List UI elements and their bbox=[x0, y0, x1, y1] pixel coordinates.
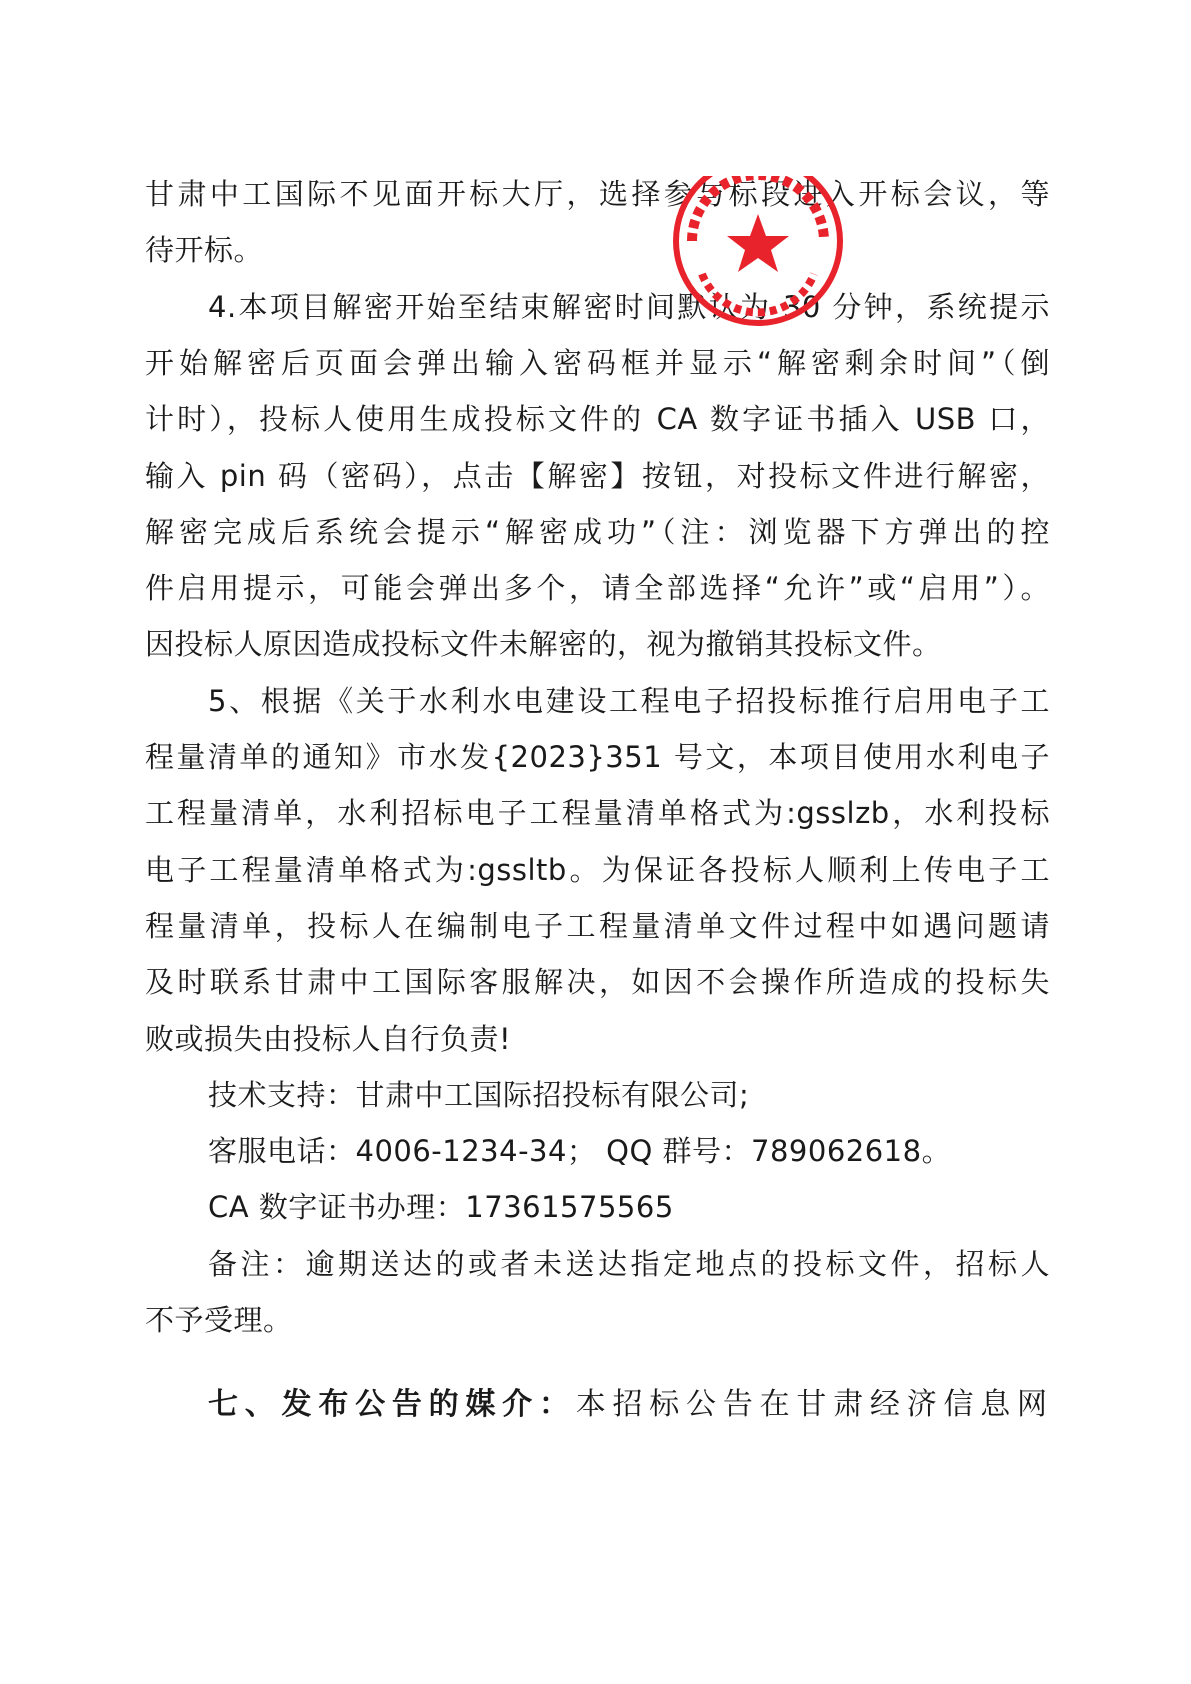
text-line: 客服电话：4006-1234-34； QQ 群号：789062618。 bbox=[208, 1134, 952, 1168]
text-line: 件启用提示，可能会弹出多个，请全部选择“允许”或“启用”）。 bbox=[145, 571, 1050, 605]
text-line: 4.本项目解密开始至结束解密时间默认为 30 分钟，系统提示 bbox=[208, 290, 1050, 324]
text-line: 技术支持：甘肃中工国际招投标有限公司; bbox=[208, 1078, 750, 1112]
text-line: 5、根据《关于水利水电建设工程电子招投标推行启用电子工 bbox=[208, 684, 1050, 718]
text-line: 开始解密后页面会弹出输入密码框并显示“解密剩余时间”（倒 bbox=[145, 346, 1050, 380]
text-line: 计时），投标人使用生成投标文件的 CA 数字证书插入 USB 口， bbox=[145, 402, 1050, 436]
text-line: 电子工程量清单格式为:gssltb。为保证各投标人顺利上传电子工 bbox=[145, 853, 1050, 887]
text-line: 程量清单的通知》市水发{2023}351 号文，本项目使用水利电子 bbox=[145, 740, 1050, 774]
text-line: 败或损失由投标人自行负责! bbox=[145, 1022, 512, 1056]
red-star-seal-icon bbox=[658, 176, 844, 336]
text-line: 备注：逾期送达的或者未送达指定地点的投标文件，招标人 bbox=[208, 1247, 1050, 1281]
text-line: 工程量清单，水利招标电子工程量清单格式为:gsslzb，水利投标 bbox=[145, 796, 1050, 830]
text-line: 输入 pin 码（密码），点击【解密】按钮，对投标文件进行解密， bbox=[145, 459, 1050, 493]
text-line: 甘肃中工国际不见面开标大厅，选择参与标段进入开标会议，等 bbox=[145, 177, 1050, 211]
heading-text: 本招标公告在甘肃经济信息网 bbox=[575, 1387, 1051, 1422]
text-line: CA 数字证书办理：17361575565 bbox=[208, 1190, 674, 1224]
text-line: 因投标人原因造成投标文件未解密的，视为撤销其投标文件。 bbox=[145, 627, 942, 661]
heading-label: 七、发布公告的媒介： bbox=[208, 1387, 576, 1422]
text-line: 程量清单，投标人在编制电子工程量清单文件过程中如遇问题请 bbox=[145, 909, 1050, 943]
text-line: 及时联系甘肃中工国际客服解决，如因不会操作所造成的投标失 bbox=[145, 965, 1050, 999]
text-line: 待开标。 bbox=[145, 233, 264, 267]
text-line: 不予受理。 bbox=[145, 1303, 293, 1337]
section-heading bbox=[208, 1383, 1050, 1427]
text-line: 解密完成后系统会提示“解密成功”（注：浏览器下方弹出的控 bbox=[145, 515, 1050, 549]
